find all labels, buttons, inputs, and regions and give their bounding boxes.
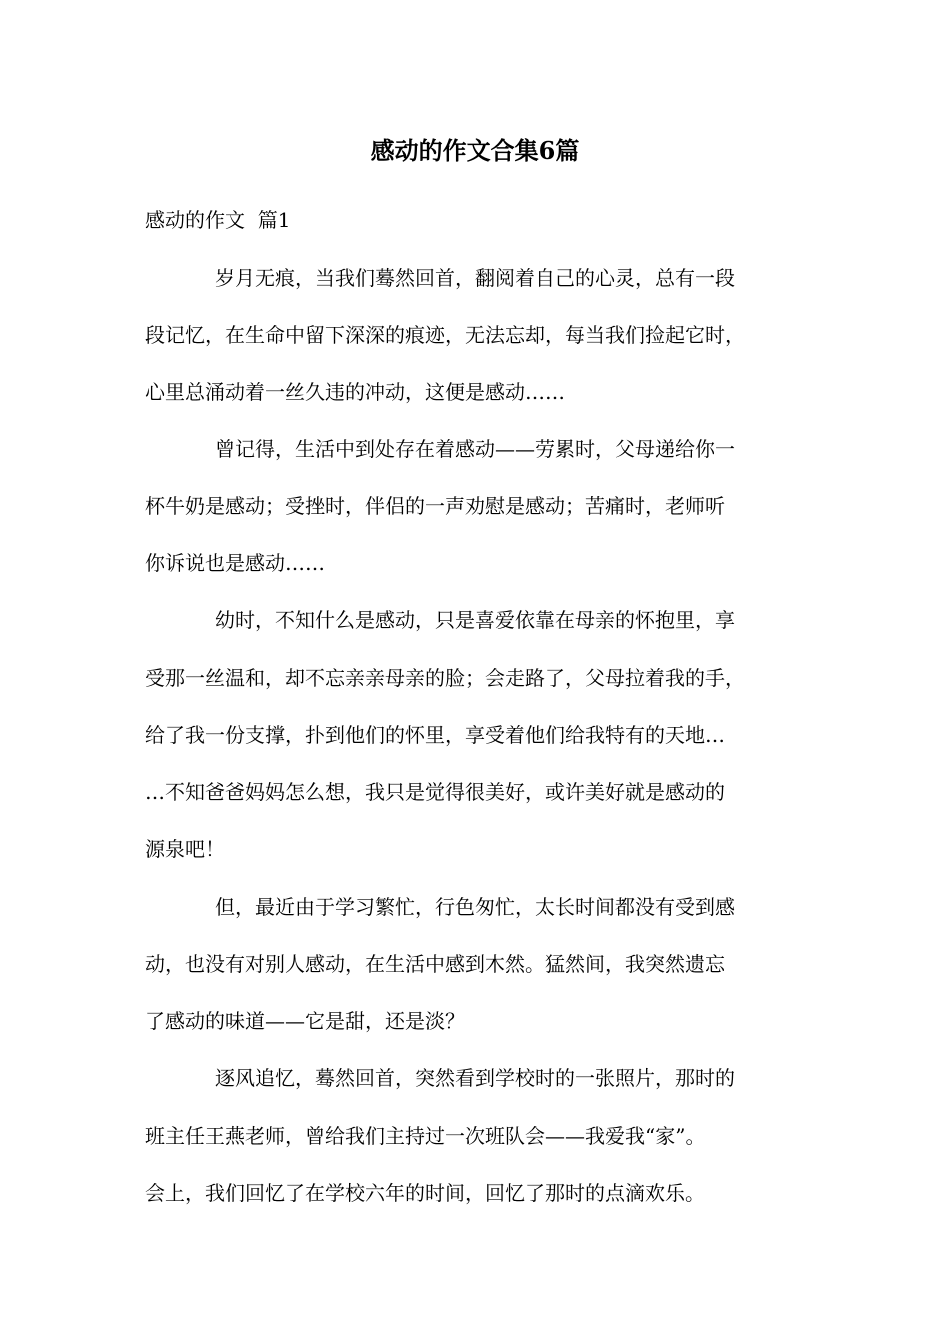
document-title: 感动的作文合集6篇 bbox=[370, 136, 580, 165]
text-line: 逐风追忆，蓦然回首，突然看到学校时的一张照片，那时的 bbox=[215, 1066, 735, 1090]
text-line: 源泉吧！ bbox=[145, 837, 225, 861]
text-line: …不知爸爸妈妈怎么想，我只是觉得很美好，或许美好就是感动的 bbox=[145, 780, 725, 804]
section-heading: 感动的作文 篇1 bbox=[145, 208, 291, 232]
text-line: 你诉说也是感动…… bbox=[145, 551, 325, 575]
text-line: 班主任王燕老师，曾给我们主持过一次班队会——我爱我“家”。 bbox=[145, 1124, 706, 1148]
text-line: 了感动的味道——它是甜，还是淡？ bbox=[145, 1009, 465, 1033]
text-line: 曾记得，生活中到处存在着感动——劳累时，父母递给你一 bbox=[215, 437, 735, 461]
text-line: 段记忆，在生命中留下深深的痕迹，无法忘却，每当我们捡起它时， bbox=[145, 323, 745, 347]
text-line: 岁月无痕，当我们蓦然回首，翻阅着自己的心灵，总有一段 bbox=[215, 266, 735, 290]
text-line: 心里总涌动着一丝久违的冲动，这便是感动…… bbox=[145, 380, 565, 404]
text-line: 会上，我们回忆了在学校六年的时间，回忆了那时的点滴欢乐。 bbox=[145, 1181, 705, 1205]
text-line: 给了我一份支撑，扑到他们的怀里，享受着他们给我特有的天地… bbox=[145, 723, 725, 747]
text-line: 受那一丝温和，却不忘亲亲母亲的脸；会走路了，父母拉着我的手， bbox=[145, 666, 745, 690]
text-line: 幼时，不知什么是感动，只是喜爱依靠在母亲的怀抱里，享 bbox=[215, 608, 735, 632]
text-line: 动，也没有对别人感动，在生活中感到木然。猛然间，我突然遗忘 bbox=[145, 952, 725, 976]
text-line: 杯牛奶是感动；受挫时，伴侣的一声劝慰是感动；苦痛时，老师听 bbox=[145, 494, 725, 518]
text-line: 但，最近由于学习繁忙，行色匆忙，太长时间都没有受到感 bbox=[215, 895, 735, 919]
